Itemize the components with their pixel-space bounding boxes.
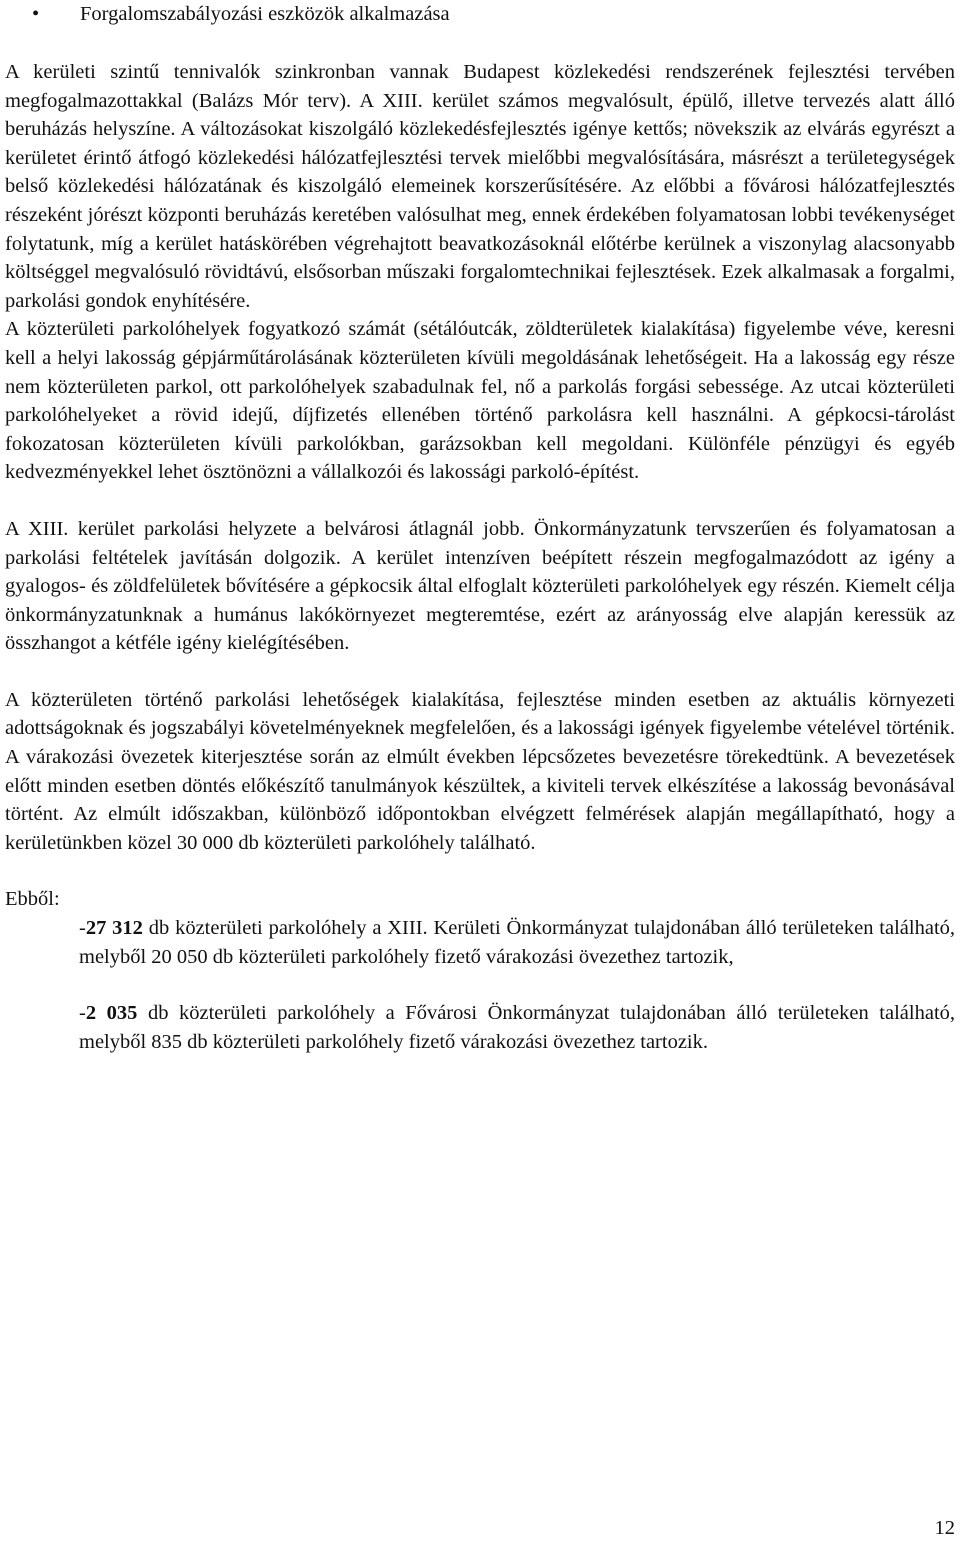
- document-page: [5, 0, 955, 1056]
- paragraph-of-which: Ebből:: [5, 888, 60, 911]
- list-item-text: db közterületi parkolóhely a XIII. Kerületi Önkormányzat tulajdonában álló területeken található, melyből 20 050 db közterületi parkolóhely fizető várakozási övezethez tartozik,: [79, 917, 956, 968]
- page-number: 12: [934, 1517, 955, 1539]
- paragraph-parking-situation: A XIII. kerület parkolási helyzete a belvárosi átlagnál jobb. Önkormányzatunk tervszerűen és folyamatosan a parkolási feltételek javításán dolgozik. A kerület intenzíven beépített részein megfogalmazódott az igény a gyalogos- és zöldfelületek bővítésére a gépkocsik által elfoglalt közterületi parkolóhelyek egy részén. Kiemelt célja önkormányzatunknak a humánus lakókörnyezet megteremtése, ezért az arányosság elve alapján keressük az összhangot a kétféle igény kielégítésében.: [5, 517, 955, 655]
- list-item-prefix: -: [79, 917, 86, 940]
- paragraph-parking-development: A közterületen történő parkolási lehetőségek kialakítása, fejlesztése minden esetben az aktuális környezeti adottságoknak és jogszabályi követelményeknek megfelelően, és a lakossági igények figyelembe vételével történik. A várakozási övezetek kiterjesztése során az elmúlt években lépcsőzetes bevezetésre törekedtünk. A bevezetések előtt minden esetben döntés előkészítő tanulmányok készültek, a kiviteli tervek elkészítése a lakosság bevonásával történt. Az elmúlt időszakban, különböző időpontokban elvégzett felmérések alapján megállapítható, hogy a kerületünkben közel 30 000 db közterületi parkolóhely található.: [5, 688, 955, 854]
- paragraph-parking-spaces: A közterületi parkolóhelyek fogyatkozó számát (sétálóutcák, zöldterületek kialakítása) figyelembe véve, keresni kell a helyi lakosság gépjárműtárolásának közterületen kívüli megoldásának lehetőségeit. Ha a lakosság egy része nem közterületen parkol, ott parkolóhelyek szabadulnak fel, nő a parkolás forgási sebessége. Az utcai közterületi parkolóhelyeket a rövid idejű, díjfizetés ellenében történő parkolásra kell használni. A gépkocsi-tárolást fokozatosan közterületen kívüli parkolókban, garázsokban kell megoldani. Különféle pénzügyi és egyéb kedvezményekkel lehet ösztönözni a vállalkozói és lakossági parkoló-építést.: [5, 318, 955, 484]
- paragraph-development-plan: A kerületi szintű tennivalók szinkronban vannak Budapest közlekedési rendszerének fejlesztési tervében megfogalmazottakkal (Balázs Mór terv). A XIII. kerület számos megvalósult, épülő, illetve tervezés alatt álló beruházás helyszíne. A változásokat kiszolgáló közlekedésfejlesztés igénye kettős; növekszik az elvárás egyrészt a kerületet érintő átfogó közlekedési hálózatfejlesztési tervek mielőbbi megvalósítására, másrészt a területegységek belső közlekedési hálózatának és kiszolgáló elemeinek korszerűsítésére. Az előbbi a fővárosi hálózatfejlesztés részeként jórészt központi beruházás keretében valósulhat meg, ennek érdekében folyamatosan lobbi tevékenységet folytatunk, míg a kerület hatáskörében végrehajtott beavatkozásoknál előtérbe kerülnek a viszonylag alacsonyabb költséggel megvalósuló rövidtávú, elsősorban műszaki forgalomtechnikai fejlesztések. Ezek alkalmasak a forgalmi, parkolási gondok enyhítésére.: [5, 61, 955, 312]
- section-heading-text: Forgalomszabályozási eszközök alkalmazása: [80, 3, 450, 25]
- list-item: [79, 914, 955, 971]
- list-item-number: 27 312: [85, 917, 143, 940]
- list-item-text: db közterületi parkolóhely a Fővárosi Önkormányzat tulajdonában álló területeken található, melyből 835 db közterületi parkolóhely fizető várakozási övezethez tartozik.: [79, 1002, 956, 1053]
- list-item-prefix: -: [79, 1002, 86, 1025]
- bullet-icon: •: [32, 3, 40, 25]
- list-item-number: 2 035: [85, 1002, 138, 1025]
- section-heading: [5, 0, 955, 29]
- list-item: [79, 999, 955, 1056]
- parking-list: [79, 914, 955, 1056]
